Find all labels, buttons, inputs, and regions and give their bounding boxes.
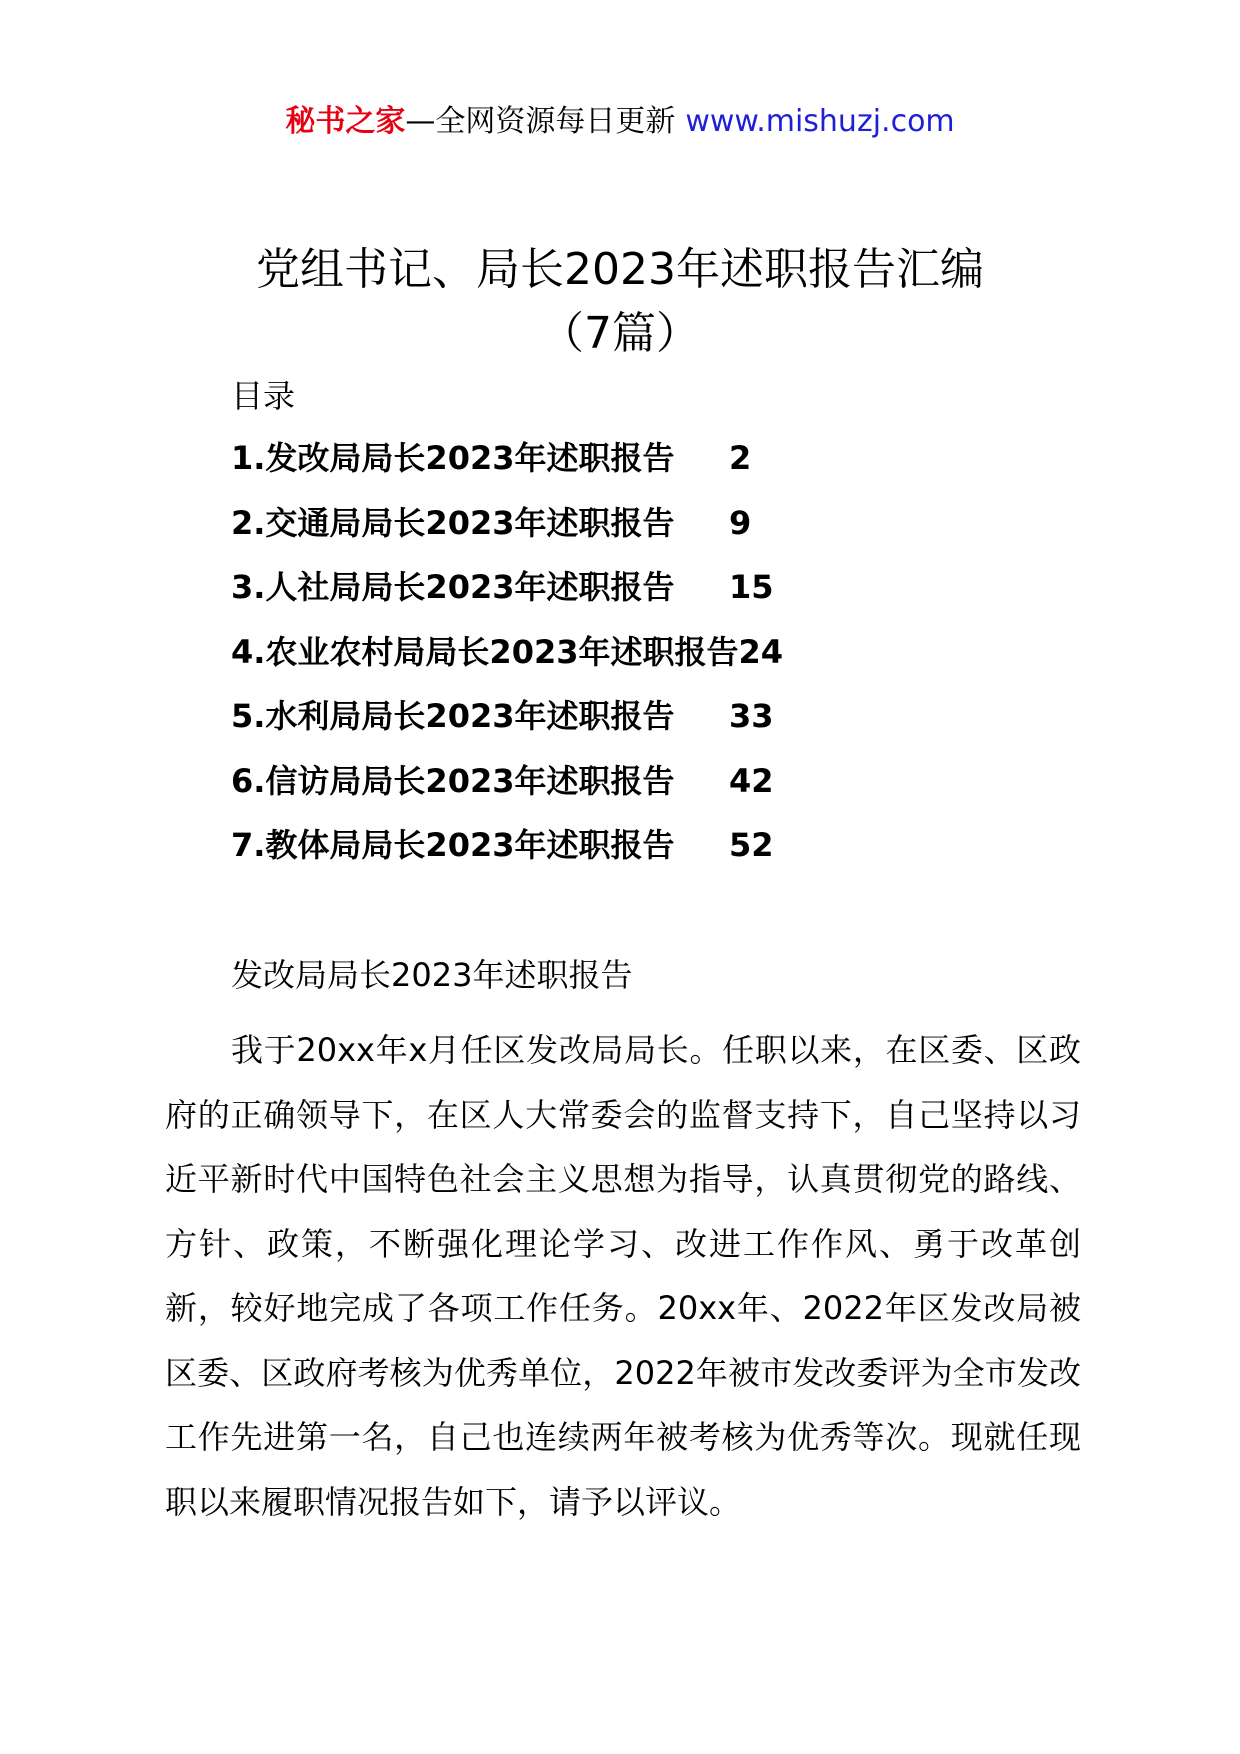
toc-item[interactable] [231,501,783,566]
toc-item-title: 5.水利局局长2023年述职报告 [231,697,675,735]
toc-item-page: 42 [729,761,774,800]
header-slogan: —全网资源每日更新 [405,104,676,139]
toc-item-page: 24 [738,632,784,671]
toc-item[interactable] [231,565,783,630]
toc-item-title: 7.教体局局长2023年述职报告 [231,826,675,864]
toc-item-title: 2.交通局局长2023年述职报告 [231,503,675,542]
toc-item-title: 3.人社局局长2023年述职报告 [231,568,675,606]
brand-name: 秘书之家 [285,104,406,139]
toc-item-page: 33 [729,697,774,735]
site-header [0,100,1240,144]
toc-item-page: 52 [729,826,774,864]
toc-item-title: 1.发改局局长2023年述职报告 [231,439,675,477]
toc-item[interactable] [231,759,783,824]
toc-item-title: 4.农业农村局局长2023年述职报告 [231,632,739,671]
toc-heading: 目录 [231,377,296,415]
toc-item[interactable] [231,823,783,888]
toc-item[interactable] [231,630,783,695]
toc-item-title: 6.信访局局长2023年述职报告 [231,761,675,800]
document-title-line-2: （7篇） [540,308,700,359]
toc-item-page: 2 [729,439,752,477]
table-of-contents [231,436,783,888]
toc-item[interactable] [231,694,783,759]
toc-item-page: 9 [729,503,752,542]
section-title: 发改局局长2023年述职报告 [231,956,633,994]
section-paragraph: 我于20xx年x月任区发改局局长。任职以来，在区委、区政府的正确领导下，在区人大常委会的监督支持下，自己坚持以习近平新时代中国特色社会主义思想为指导，认真贯彻党的路线、方针、政策，不断强化理论学习、改进工作作风、勇于改革创新，较好地完成了各项工作任务。20xx年、2022年区发改局被区委、区政府考核为优秀单位，2022年被市发改委评为全市发改工作先进第一名，自己也连续两年被考核为优秀等次。现就任现职以来履职情况报告如下，请予以评议。 [165,1031,1081,1521]
document-title-line-1: 党组书记、局长2023年述职报告汇编 [256,244,984,295]
site-url-link[interactable]: www.mishuzj.com [685,104,955,139]
document-title [0,238,1240,366]
toc-item-page: 15 [729,568,774,606]
toc-item[interactable] [231,436,783,501]
